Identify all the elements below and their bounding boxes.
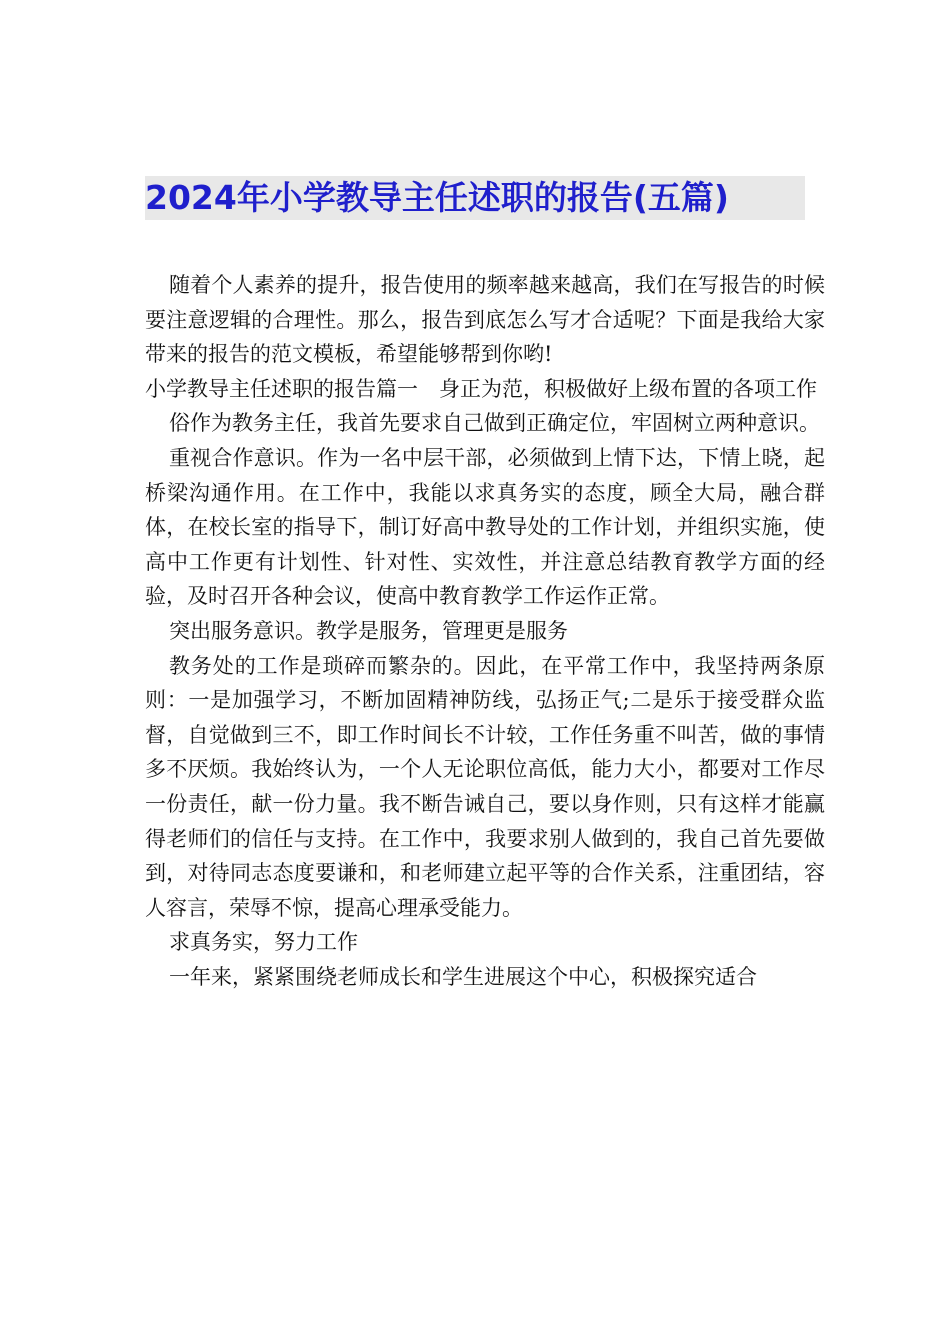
paragraph-section-heading: 小学教导主任述职的报告篇一 身正为范，积极做好上级布置的各项工作 bbox=[145, 376, 817, 401]
paragraph-intro: 随着个人素养的提升，报告使用的频率越来越高，我们在写报告的时候要注意逻辑的合理性。那么，报告到底怎么写才合适呢？下面是我给大家带来的报告的范文模板，希望能够帮到你哟! bbox=[145, 273, 825, 367]
document-title: 2024年小学教导主任述职的报告(五篇) bbox=[145, 178, 730, 217]
paragraph: 求真务实，努力工作 bbox=[169, 930, 358, 955]
paragraph: 一年来，紧紧围绕老师成长和学生进展这个中心，积极探究适合 bbox=[169, 964, 757, 989]
paragraph: 教务处的工作是琐碎而繁杂的。因此，在平常工作中，我坚持两条原则：一是加强学习，不断加固精神防线，弘扬正气;二是乐于接受群众监督，自觉做到三不，即工作时间长不计较，工作任务重不叫苦，做的事情多不厌烦。我始终认为，一个人无论职位高低，能力大小，都要对工作尽一份责任，献一份力量。我不断告诫自己，要以身作则，只有这样才能赢得老师们的信任与支持。在工作中，我要求别人做到的，我自己首先要做到，对待同志态度要谦和，和老师建立起平等的合作关系，注重团结，容人容言，荣辱不惊，提高心理承受能力。 bbox=[145, 653, 825, 920]
paragraph: 俗作为教务主任，我首先要求自己做到正确定位，牢固树立两种意识。 bbox=[169, 411, 820, 436]
paragraph: 突出服务意识。教学是服务，管理更是服务 bbox=[169, 618, 568, 643]
paragraph: 重视合作意识。作为一名中层干部，必须做到上情下达，下情上晓，起桥梁沟通作用。在工作中，我能以求真务实的态度，顾全大局，融合群体，在校长室的指导下，制订好高中教导处的工作计划，并组织实施，使高中工作更有计划性、针对性、实效性，并注意总结教育教学方面的经验，及时召开各种会议，使高中教育教学工作运作正常。 bbox=[145, 445, 825, 609]
document-body bbox=[145, 268, 825, 994]
